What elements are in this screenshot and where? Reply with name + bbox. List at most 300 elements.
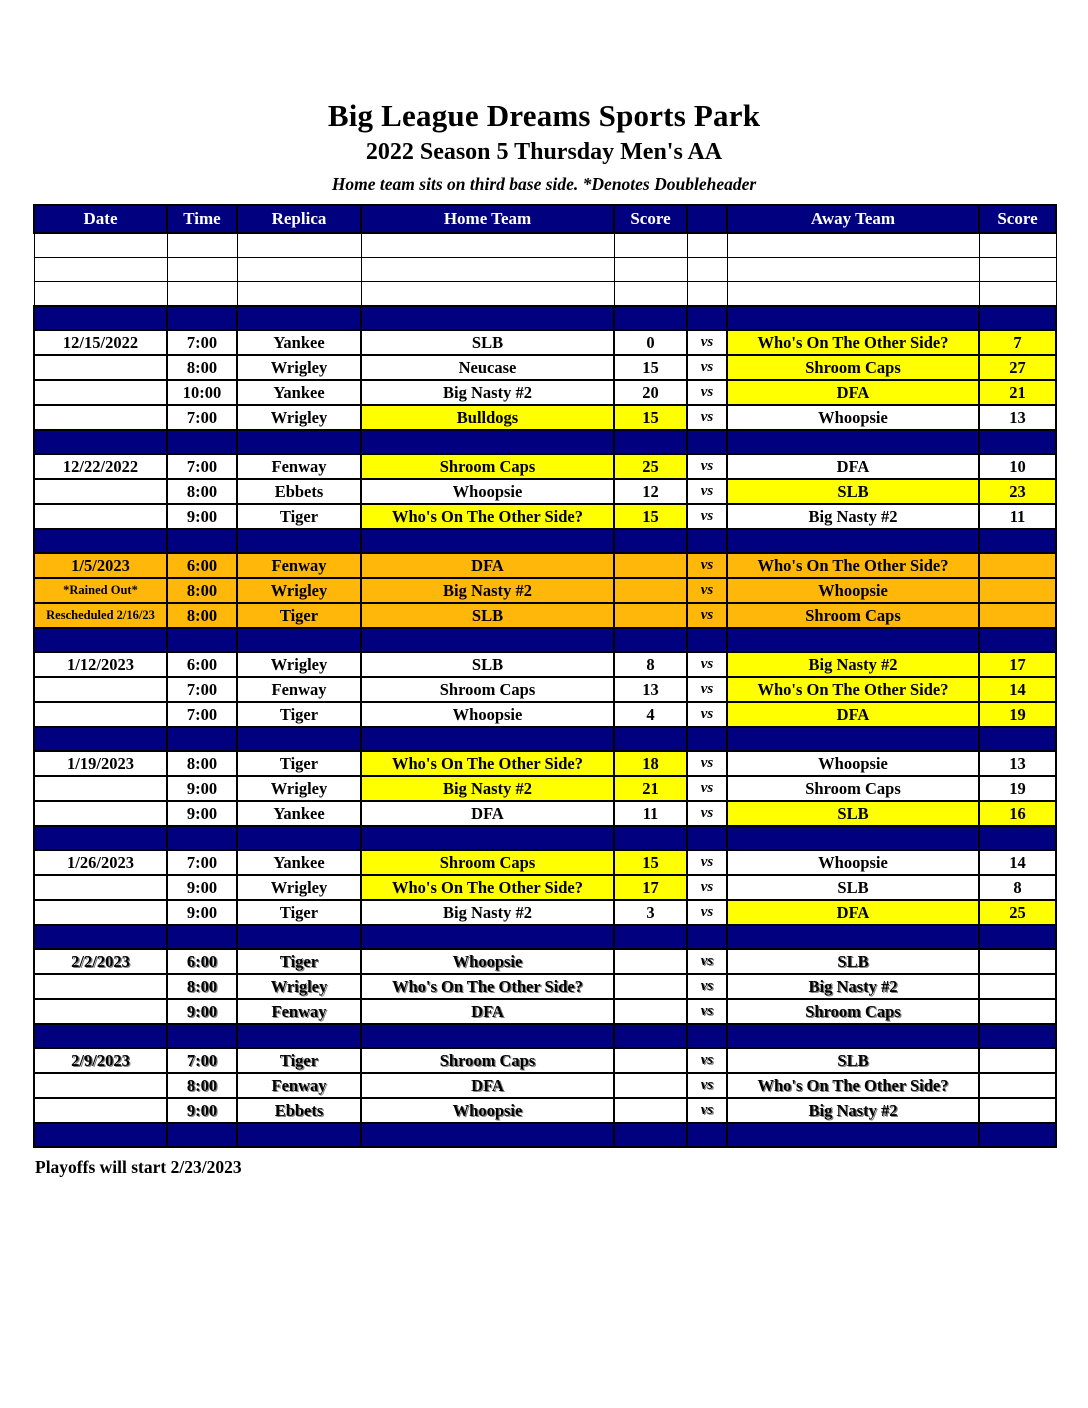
replica-cell: Tiger: [237, 702, 361, 727]
vs-cell: [687, 430, 727, 454]
home-score-cell: [614, 553, 687, 578]
away-score-cell: [979, 1024, 1056, 1048]
home-score-cell: [614, 1098, 687, 1123]
home-team-cell: Big Nasty #2: [361, 380, 614, 405]
separator-row: [34, 826, 1056, 850]
away-score-cell: [979, 727, 1056, 751]
replica-cell: Wrigley: [237, 578, 361, 603]
home-team-cell: [361, 282, 614, 307]
time-cell: 8:00: [167, 479, 237, 504]
away-score-cell: 14: [979, 850, 1056, 875]
time-cell: 7:00: [167, 1048, 237, 1073]
home-score-cell: 18: [614, 751, 687, 776]
date-cell: [34, 999, 167, 1024]
replica-cell: [237, 727, 361, 751]
home-team-cell: SLB: [361, 330, 614, 355]
away-score-cell: [979, 949, 1056, 974]
date-cell: [34, 875, 167, 900]
away-team-cell: Who's On The Other Side?: [727, 677, 979, 702]
game-row: [34, 405, 1056, 430]
date-cell: [34, 628, 167, 652]
game-row: [34, 776, 1056, 801]
col-header-time: Time: [167, 205, 237, 233]
replica-cell: Tiger: [237, 949, 361, 974]
replica-cell: Wrigley: [237, 355, 361, 380]
time-cell: [167, 233, 237, 258]
home-score-cell: [614, 974, 687, 999]
home-team-cell: Who's On The Other Side?: [361, 751, 614, 776]
replica-cell: Wrigley: [237, 652, 361, 677]
away-score-cell: [979, 1073, 1056, 1098]
home-team-cell: DFA: [361, 801, 614, 826]
replica-cell: Tiger: [237, 603, 361, 628]
away-team-cell: [727, 1024, 979, 1048]
home-score-cell: [614, 1024, 687, 1048]
replica-cell: Tiger: [237, 1048, 361, 1073]
home-score-cell: [614, 306, 687, 330]
away-score-cell: 10: [979, 454, 1056, 479]
away-score-cell: 25: [979, 900, 1056, 925]
replica-cell: Wrigley: [237, 776, 361, 801]
vs-cell: vs: [687, 454, 727, 479]
time-cell: [167, 282, 237, 307]
vs-cell: [687, 282, 727, 307]
away-team-cell: SLB: [727, 949, 979, 974]
separator-row: [34, 1123, 1056, 1147]
date-cell: [34, 430, 167, 454]
home-score-cell: 15: [614, 850, 687, 875]
col-header-date: Date: [34, 205, 167, 233]
replica-cell: Fenway: [237, 999, 361, 1024]
title-block: [33, 0, 1055, 194]
home-team-cell: Who's On The Other Side?: [361, 875, 614, 900]
col-header-score: Score: [979, 205, 1056, 233]
replica-cell: Yankee: [237, 801, 361, 826]
away-score-cell: [979, 826, 1056, 850]
home-score-cell: 15: [614, 355, 687, 380]
empty-row: [34, 258, 1056, 282]
time-cell: 6:00: [167, 949, 237, 974]
vs-cell: [687, 1024, 727, 1048]
vs-cell: vs: [687, 1048, 727, 1073]
home-team-cell: [361, 1024, 614, 1048]
away-score-cell: [979, 974, 1056, 999]
home-team-cell: [361, 925, 614, 949]
game-row: [34, 1098, 1056, 1123]
home-score-cell: 8: [614, 652, 687, 677]
away-score-cell: 17: [979, 652, 1056, 677]
vs-cell: vs: [687, 1073, 727, 1098]
game-row: [34, 479, 1056, 504]
vs-cell: vs: [687, 875, 727, 900]
game-row: [34, 1073, 1056, 1098]
away-team-cell: Big Nasty #2: [727, 974, 979, 999]
time-cell: 8:00: [167, 751, 237, 776]
home-score-cell: 11: [614, 801, 687, 826]
time-cell: 10:00: [167, 380, 237, 405]
replica-cell: [237, 826, 361, 850]
game-row: [34, 949, 1056, 974]
home-team-cell: [361, 826, 614, 850]
date-cell: 12/15/2022: [34, 330, 167, 355]
away-score-cell: [979, 1098, 1056, 1123]
away-score-cell: 13: [979, 405, 1056, 430]
home-score-cell: [614, 1048, 687, 1073]
time-cell: [167, 529, 237, 553]
date-cell: [34, 1123, 167, 1147]
away-team-cell: [727, 826, 979, 850]
time-cell: 8:00: [167, 974, 237, 999]
away-team-cell: Shroom Caps: [727, 999, 979, 1024]
away-score-cell: [979, 578, 1056, 603]
time-cell: [167, 1024, 237, 1048]
home-score-cell: 20: [614, 380, 687, 405]
game-row: [34, 603, 1056, 628]
time-cell: [167, 826, 237, 850]
separator-row: [34, 925, 1056, 949]
home-team-cell: Shroom Caps: [361, 454, 614, 479]
date-cell: [34, 355, 167, 380]
away-score-cell: [979, 999, 1056, 1024]
date-cell: [34, 504, 167, 529]
away-team-cell: [727, 282, 979, 307]
date-cell: [34, 258, 167, 282]
replica-cell: Yankee: [237, 330, 361, 355]
away-score-cell: 23: [979, 479, 1056, 504]
replica-cell: Tiger: [237, 504, 361, 529]
away-score-cell: [979, 925, 1056, 949]
vs-cell: vs: [687, 900, 727, 925]
date-cell: [34, 801, 167, 826]
time-cell: 7:00: [167, 405, 237, 430]
time-cell: 6:00: [167, 652, 237, 677]
away-score-cell: 27: [979, 355, 1056, 380]
date-cell: [34, 974, 167, 999]
col-header-vs: [687, 205, 727, 233]
away-score-cell: 16: [979, 801, 1056, 826]
home-team-cell: Shroom Caps: [361, 677, 614, 702]
vs-cell: [687, 925, 727, 949]
away-team-cell: [727, 258, 979, 282]
home-score-cell: 15: [614, 405, 687, 430]
replica-cell: [237, 233, 361, 258]
date-cell: *Rained Out*: [34, 578, 167, 603]
home-team-cell: [361, 628, 614, 652]
away-score-cell: [979, 1123, 1056, 1147]
away-team-cell: [727, 1123, 979, 1147]
replica-cell: [237, 282, 361, 307]
home-score-cell: [614, 949, 687, 974]
time-cell: 9:00: [167, 999, 237, 1024]
home-team-cell: Neucase: [361, 355, 614, 380]
date-cell: 1/5/2023: [34, 553, 167, 578]
home-score-cell: [614, 1123, 687, 1147]
header-row: [34, 205, 1056, 233]
date-cell: [34, 727, 167, 751]
away-team-cell: SLB: [727, 801, 979, 826]
away-score-cell: [979, 282, 1056, 307]
separator-row: [34, 1024, 1056, 1048]
vs-cell: vs: [687, 850, 727, 875]
time-cell: 7:00: [167, 850, 237, 875]
empty-row: [34, 233, 1056, 258]
home-score-cell: 21: [614, 776, 687, 801]
replica-cell: [237, 1024, 361, 1048]
away-team-cell: Whoopsie: [727, 578, 979, 603]
time-cell: 7:00: [167, 702, 237, 727]
away-score-cell: 14: [979, 677, 1056, 702]
game-row: [34, 677, 1056, 702]
home-team-cell: [361, 727, 614, 751]
time-cell: 9:00: [167, 1098, 237, 1123]
home-team-cell: [361, 529, 614, 553]
time-cell: [167, 727, 237, 751]
time-cell: [167, 258, 237, 282]
game-row: [34, 974, 1056, 999]
game-row: [34, 900, 1056, 925]
home-score-cell: [614, 1073, 687, 1098]
vs-cell: [687, 1123, 727, 1147]
home-team-cell: Who's On The Other Side?: [361, 974, 614, 999]
game-row: [34, 380, 1056, 405]
away-team-cell: DFA: [727, 900, 979, 925]
replica-cell: [237, 925, 361, 949]
away-team-cell: Shroom Caps: [727, 776, 979, 801]
date-cell: [34, 900, 167, 925]
home-team-cell: [361, 258, 614, 282]
home-score-cell: [614, 578, 687, 603]
date-cell: [34, 826, 167, 850]
replica-cell: Tiger: [237, 900, 361, 925]
away-score-cell: [979, 233, 1056, 258]
game-row: [34, 751, 1056, 776]
separator-row: [34, 628, 1056, 652]
date-cell: [34, 282, 167, 307]
home-score-cell: [614, 727, 687, 751]
replica-cell: [237, 529, 361, 553]
away-score-cell: 11: [979, 504, 1056, 529]
vs-cell: vs: [687, 677, 727, 702]
time-cell: 8:00: [167, 578, 237, 603]
away-team-cell: Whoopsie: [727, 850, 979, 875]
game-row: [34, 1048, 1056, 1073]
game-row: [34, 454, 1056, 479]
date-cell: [34, 702, 167, 727]
home-team-cell: SLB: [361, 603, 614, 628]
time-cell: 7:00: [167, 677, 237, 702]
home-team-cell: Big Nasty #2: [361, 900, 614, 925]
away-score-cell: [979, 306, 1056, 330]
vs-cell: [687, 306, 727, 330]
home-score-cell: 13: [614, 677, 687, 702]
home-score-cell: [614, 603, 687, 628]
home-team-cell: DFA: [361, 1073, 614, 1098]
away-team-cell: Big Nasty #2: [727, 504, 979, 529]
date-cell: [34, 529, 167, 553]
replica-cell: Ebbets: [237, 1098, 361, 1123]
time-cell: 9:00: [167, 776, 237, 801]
vs-cell: vs: [687, 702, 727, 727]
date-cell: [34, 925, 167, 949]
time-cell: [167, 306, 237, 330]
home-score-cell: 25: [614, 454, 687, 479]
playoffs-note: Playoffs will start 2/23/2023: [35, 1157, 242, 1177]
replica-cell: Wrigley: [237, 974, 361, 999]
vs-cell: vs: [687, 603, 727, 628]
away-team-cell: [727, 529, 979, 553]
away-team-cell: DFA: [727, 702, 979, 727]
home-score-cell: [614, 430, 687, 454]
home-team-cell: [361, 430, 614, 454]
home-team-cell: [361, 306, 614, 330]
game-row: [34, 330, 1056, 355]
date-cell: 1/12/2023: [34, 652, 167, 677]
home-team-cell: Whoopsie: [361, 949, 614, 974]
home-team-cell: Who's On The Other Side?: [361, 504, 614, 529]
vs-cell: vs: [687, 776, 727, 801]
game-row: [34, 578, 1056, 603]
home-score-cell: 0: [614, 330, 687, 355]
time-cell: 6:00: [167, 553, 237, 578]
date-cell: [34, 380, 167, 405]
home-score-cell: [614, 999, 687, 1024]
game-row: [34, 702, 1056, 727]
replica-cell: Yankee: [237, 850, 361, 875]
game-row: [34, 875, 1056, 900]
away-score-cell: 8: [979, 875, 1056, 900]
replica-cell: [237, 628, 361, 652]
page-title: Big League Dreams Sports Park: [327, 98, 761, 133]
vs-cell: [687, 628, 727, 652]
replica-cell: [237, 306, 361, 330]
schedule-table: [33, 204, 1057, 1148]
game-row: [34, 999, 1056, 1024]
vs-cell: vs: [687, 801, 727, 826]
time-cell: [167, 430, 237, 454]
date-cell: [34, 1024, 167, 1048]
date-cell: [34, 306, 167, 330]
col-header-score: Score: [614, 205, 687, 233]
home-score-cell: [614, 258, 687, 282]
away-team-cell: Who's On The Other Side?: [727, 330, 979, 355]
replica-cell: [237, 258, 361, 282]
away-team-cell: [727, 306, 979, 330]
vs-cell: [687, 258, 727, 282]
home-team-cell: Shroom Caps: [361, 1048, 614, 1073]
time-cell: [167, 628, 237, 652]
vs-cell: [687, 233, 727, 258]
away-score-cell: [979, 628, 1056, 652]
date-cell: Rescheduled 2/16/23: [34, 603, 167, 628]
home-score-cell: [614, 233, 687, 258]
away-team-cell: Big Nasty #2: [727, 1098, 979, 1123]
time-cell: 8:00: [167, 1073, 237, 1098]
away-team-cell: Whoopsie: [727, 751, 979, 776]
date-cell: 12/22/2022: [34, 454, 167, 479]
date-cell: 2/9/2023: [34, 1048, 167, 1073]
date-cell: [34, 677, 167, 702]
page-subtitle: 2022 Season 5 Thursday Men's AA: [365, 139, 723, 165]
vs-cell: vs: [687, 504, 727, 529]
away-score-cell: 7: [979, 330, 1056, 355]
time-cell: 8:00: [167, 355, 237, 380]
empty-row: [34, 282, 1056, 307]
vs-cell: vs: [687, 974, 727, 999]
vs-cell: vs: [687, 999, 727, 1024]
replica-cell: Wrigley: [237, 875, 361, 900]
away-score-cell: [979, 553, 1056, 578]
col-header-away-team: Away Team: [727, 205, 979, 233]
home-team-cell: [361, 1123, 614, 1147]
home-score-cell: 12: [614, 479, 687, 504]
away-team-cell: Who's On The Other Side?: [727, 1073, 979, 1098]
away-team-cell: [727, 233, 979, 258]
vs-cell: vs: [687, 652, 727, 677]
page-note: Home team sits on third base side. *Denotes Doubleheader: [331, 174, 757, 194]
away-team-cell: SLB: [727, 875, 979, 900]
home-team-cell: Big Nasty #2: [361, 776, 614, 801]
away-team-cell: SLB: [727, 1048, 979, 1073]
vs-cell: vs: [687, 380, 727, 405]
home-score-cell: 3: [614, 900, 687, 925]
vs-cell: vs: [687, 751, 727, 776]
replica-cell: Fenway: [237, 1073, 361, 1098]
game-row: [34, 553, 1056, 578]
game-row: [34, 355, 1056, 380]
date-cell: 2/2/2023: [34, 949, 167, 974]
date-cell: [34, 479, 167, 504]
col-header-home-team: Home Team: [361, 205, 614, 233]
time-cell: 9:00: [167, 504, 237, 529]
game-row: [34, 801, 1056, 826]
game-row: [34, 504, 1056, 529]
home-score-cell: [614, 529, 687, 553]
home-team-cell: [361, 233, 614, 258]
away-team-cell: DFA: [727, 454, 979, 479]
separator-row: [34, 430, 1056, 454]
separator-row: [34, 306, 1056, 330]
vs-cell: [687, 826, 727, 850]
vs-cell: vs: [687, 330, 727, 355]
date-cell: [34, 776, 167, 801]
game-row: [34, 652, 1056, 677]
time-cell: 8:00: [167, 603, 237, 628]
home-team-cell: Big Nasty #2: [361, 578, 614, 603]
home-team-cell: Whoopsie: [361, 1098, 614, 1123]
home-score-cell: 17: [614, 875, 687, 900]
date-cell: [34, 233, 167, 258]
replica-cell: Fenway: [237, 553, 361, 578]
time-cell: 7:00: [167, 330, 237, 355]
vs-cell: [687, 529, 727, 553]
schedule-body: [34, 233, 1056, 1147]
away-score-cell: [979, 1048, 1056, 1073]
away-score-cell: [979, 603, 1056, 628]
home-team-cell: Whoopsie: [361, 702, 614, 727]
time-cell: [167, 1123, 237, 1147]
home-score-cell: [614, 282, 687, 307]
away-team-cell: SLB: [727, 479, 979, 504]
away-team-cell: Who's On The Other Side?: [727, 553, 979, 578]
home-score-cell: [614, 826, 687, 850]
away-score-cell: 13: [979, 751, 1056, 776]
separator-row: [34, 727, 1056, 751]
replica-cell: Wrigley: [237, 405, 361, 430]
home-score-cell: 4: [614, 702, 687, 727]
time-cell: [167, 925, 237, 949]
game-row: [34, 850, 1056, 875]
away-team-cell: Shroom Caps: [727, 603, 979, 628]
